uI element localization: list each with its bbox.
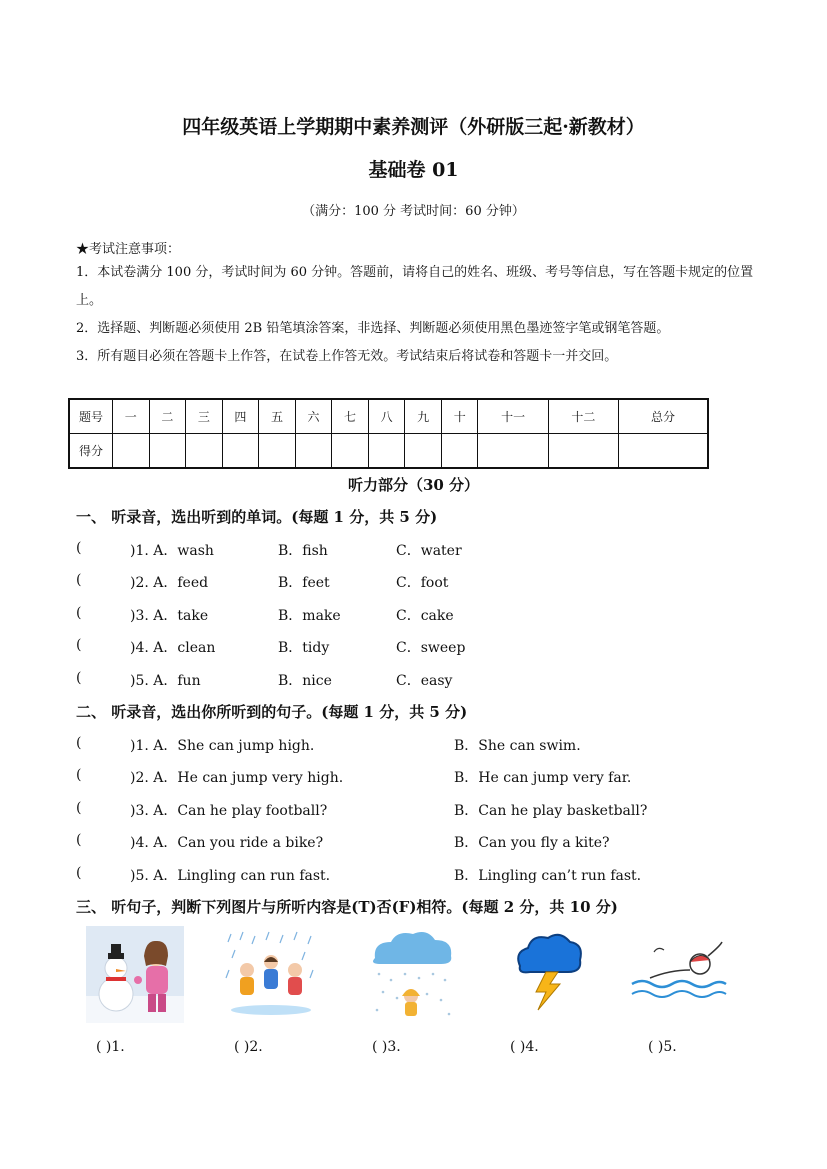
score-blank [441, 434, 478, 469]
question-option-b: B．tidy [278, 640, 330, 656]
question-option-a: )1. A．wash [130, 543, 214, 559]
note-item: 2．选择题、判断题必须使用 2B 铅笔填涂答案，非选择、判断题必须使用黑色墨迹签字笔或钢笔答题。 [76, 321, 670, 336]
section2-heading: 二、 听录音，选出你所听到的句子。(每题 1 分，共 5 分) [76, 703, 468, 721]
answer-paren: ( [76, 605, 82, 621]
score-blank [113, 434, 150, 469]
score-cell: 题号 [69, 399, 113, 434]
score-blank [295, 434, 332, 469]
document-title: 四年级英语上学期期中素养测评（外研版三起·新教材） [182, 116, 645, 138]
score-cell: 八 [368, 399, 405, 434]
answer-paren: ( [76, 637, 82, 653]
question-option-c: C．sweep [396, 640, 466, 656]
score-cell: 一 [113, 399, 150, 434]
score-cell: 四 [222, 399, 259, 434]
score-table-header-row [69, 399, 708, 434]
answer-paren: ( [76, 865, 82, 881]
score-cell: 七 [332, 399, 369, 434]
question-option-c: C．easy [396, 673, 453, 689]
score-cell: 得分 [69, 434, 113, 469]
question-option-b: B．feet [278, 575, 330, 591]
answer-paren: ( [76, 572, 82, 588]
score-blank [548, 434, 618, 469]
listening-heading: 听力部分（30 分） [347, 476, 480, 494]
question-option-b: B．make [278, 608, 341, 624]
answer-paren: ( [76, 670, 82, 686]
score-cell: 九 [405, 399, 442, 434]
answer-paren: ( [76, 832, 82, 848]
score-cell: 十 [441, 399, 478, 434]
score-cell: 二 [149, 399, 186, 434]
score-blank [619, 434, 709, 469]
note-item: 3．所有题目必须在答题卡上作答，在试卷上作答无效。考试结束后将试卷和答题卡一并交回。 [76, 349, 618, 364]
question-option-a: )1. A．She can jump high. [130, 738, 315, 754]
score-cell: 总分 [619, 399, 709, 434]
snowman-girl-picture [86, 926, 184, 1023]
rain-cloud-child-picture [365, 928, 457, 1022]
question-option-b: B．Lingling can’t run fast. [454, 868, 642, 884]
question-option-b: B．Can you fly a kite? [454, 835, 610, 851]
notes-heading: ★考试注意事项： [76, 242, 181, 257]
note-item: 1．本试卷满分 100 分，考试时间为 60 分钟。答题前，请将自己的姓名、班级、考号等信息，写在答题卡规定的位置上。 [76, 265, 754, 308]
score-blank [332, 434, 369, 469]
score-blank [259, 434, 296, 469]
answer-paren: ( [76, 735, 82, 751]
question-option-a: )2. A．feed [130, 575, 209, 591]
picture-answer-3: ( )3. [372, 1039, 401, 1055]
exam-meta: （满分：100 分 考试时间：60 分钟） [302, 204, 525, 219]
question-option-c: C．cake [396, 608, 454, 624]
document-subtitle: 基础卷 01 [368, 159, 459, 181]
score-cell: 六 [295, 399, 332, 434]
score-blank [186, 434, 223, 469]
question-option-b: B．She can swim. [454, 738, 581, 754]
picture-answer-2: ( )2. [234, 1039, 263, 1055]
score-table [68, 398, 709, 469]
score-blank [149, 434, 186, 469]
score-blank [368, 434, 405, 469]
question-option-c: C．water [396, 543, 462, 559]
question-option-c: C．foot [396, 575, 449, 591]
score-cell: 十二 [548, 399, 618, 434]
score-cell: 十一 [478, 399, 548, 434]
question-option-a: )3. A．take [130, 608, 209, 624]
picture-answer-5: ( )5. [648, 1039, 677, 1055]
answer-paren: ( [76, 800, 82, 816]
answer-paren: ( [76, 767, 82, 783]
answer-paren: ( [76, 540, 82, 556]
question-option-b: B．nice [278, 673, 332, 689]
question-option-a: )4. A．Can you ride a bike? [130, 835, 324, 851]
question-option-a: )4. A．clean [130, 640, 216, 656]
score-cell: 三 [186, 399, 223, 434]
children-rain-picture [225, 930, 317, 1016]
question-option-b: B．fish [278, 543, 328, 559]
picture-answer-4: ( )4. [510, 1039, 539, 1055]
question-option-b: B．He can jump very far. [454, 770, 632, 786]
question-option-a: )2. A．He can jump very high. [130, 770, 344, 786]
score-blank [222, 434, 259, 469]
notes-list [76, 259, 756, 371]
question-option-b: B．Can he play basketball? [454, 803, 648, 819]
score-cell: 五 [259, 399, 296, 434]
section3-heading: 三、 听句子，判断下列图片与所听内容是(T)否(F)相符。(每题 2 分，共 10 分) [76, 898, 618, 916]
score-table-score-row [69, 434, 708, 469]
swimmer-picture [630, 940, 728, 1006]
question-option-a: )5. A．Lingling can run fast. [130, 868, 331, 884]
question-option-a: )3. A．Can he play football? [130, 803, 328, 819]
section1-heading: 一、 听录音，选出听到的单词。(每题 1 分，共 5 分) [76, 508, 438, 526]
score-blank [478, 434, 548, 469]
score-blank [405, 434, 442, 469]
thunder-cloud-picture [512, 932, 584, 1012]
question-option-a: )5. A．fun [130, 673, 201, 689]
picture-answer-1: ( )1. [96, 1039, 125, 1055]
